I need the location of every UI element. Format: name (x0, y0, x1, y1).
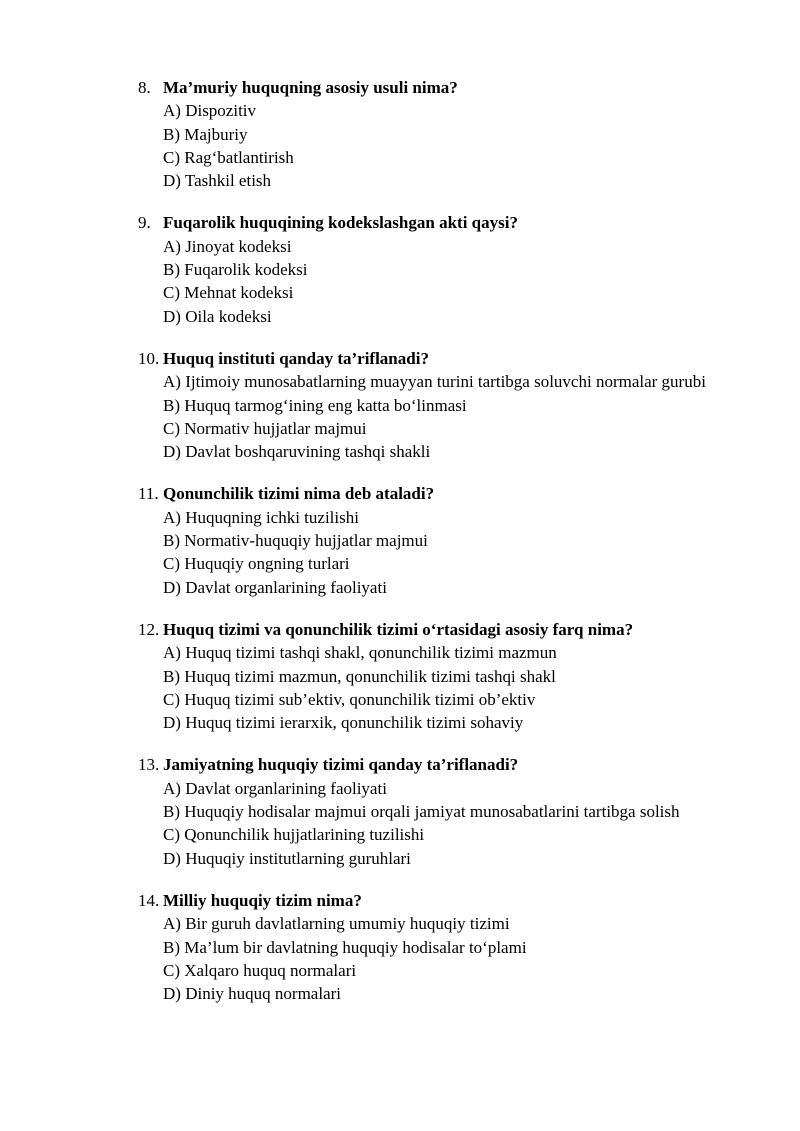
answer-options (138, 99, 738, 192)
answer-options (138, 641, 738, 734)
question-number: 14. (138, 890, 160, 910)
answer-option: B) Majburiy (163, 124, 248, 144)
question-list (138, 76, 738, 1024)
question-number: 12. (138, 619, 160, 639)
answer-option: A) Jinoyat kodeksi (163, 236, 292, 256)
question-number: 8. (138, 78, 151, 97)
answer-option: D) Diniy huquq normalari (163, 984, 341, 1004)
question-number: 13. (138, 755, 160, 775)
answer-options (138, 370, 738, 463)
question-block (138, 211, 738, 327)
answer-option: C) Rag‘batlantirish (163, 147, 294, 167)
answer-option: C) Huquqiy ongning turlari (163, 554, 350, 574)
answer-option: D) Huquq tizimi ierarxik, qonunchilik tizimi sohaviy (163, 713, 524, 733)
question-text: Fuqarolik huquqining kodekslashgan akti qaysi? (163, 213, 518, 233)
question-text: Ma’muriy huquqning asosiy usuli nima? (163, 78, 458, 97)
question-text: Huquq tizimi va qonunchilik tizimi o‘rtasidagi asosiy farq nima? (163, 619, 634, 639)
question-text: Milliy huquqiy tizim nima? (163, 890, 362, 910)
answer-option: C) Qonunchilik hujjatlarining tuzilishi (163, 825, 425, 845)
question-number: 10. (138, 348, 160, 368)
answer-option: D) Davlat boshqaruvining tashqi shakli (163, 442, 431, 462)
question-heading (138, 482, 738, 505)
question-block (138, 482, 738, 598)
answer-option: C) Mehnat kodeksi (163, 283, 294, 303)
answer-option: B) Huquq tizimi mazmun, qonunchilik tizimi tashqi shakl (163, 666, 556, 686)
question-block (138, 618, 738, 734)
answer-options (138, 235, 738, 328)
question-heading (138, 753, 738, 776)
question-heading (138, 211, 738, 234)
answer-option: D) Oila kodeksi (163, 306, 272, 326)
question-heading (138, 347, 738, 370)
answer-options (138, 912, 738, 1005)
answer-option: A) Ijtimoiy munosabatlarning muayyan turini tartibga soluvchi normalar gurubi (163, 372, 706, 392)
answer-option: C) Normativ hujjatlar majmui (163, 418, 367, 438)
question-heading (138, 889, 738, 912)
question-block (138, 347, 738, 463)
answer-option: C) Huquq tizimi sub’ektiv, qonunchilik tizimi ob’ektiv (163, 689, 536, 709)
answer-option: A) Huquqning ichki tuzilishi (163, 507, 359, 527)
answer-option: B) Normativ-huquqiy hujjatlar majmui (163, 531, 428, 551)
answer-options (138, 777, 738, 870)
answer-option: C) Xalqaro huquq normalari (163, 960, 357, 980)
answer-option: B) Huquqiy hodisalar majmui orqali jamiyat munosabatlarini tartibga solish (163, 802, 680, 822)
question-text: Huquq instituti qanday ta’riflanadi? (163, 348, 429, 368)
answer-options (138, 506, 738, 599)
answer-option: A) Davlat organlarining faoliyati (163, 778, 387, 798)
question-block (138, 889, 738, 1005)
answer-option: A) Dispozitiv (163, 101, 257, 121)
answer-option: D) Davlat organlarining faoliyati (163, 577, 387, 597)
question-text: Qonunchilik tizimi nima deb ataladi? (163, 484, 435, 504)
answer-option: A) Huquq tizimi tashqi shakl, qonunchilik tizimi mazmun (163, 643, 557, 663)
question-number: 11. (138, 484, 159, 504)
question-block (138, 753, 738, 869)
question-text: Jamiyatning huquqiy tizimi qanday ta’riflanadi? (163, 755, 519, 775)
question-block (138, 76, 738, 192)
answer-option: D) Tashkil etish (163, 171, 272, 191)
answer-option: A) Bir guruh davlatlarning umumiy huquqiy tizimi (163, 914, 510, 934)
answer-option: D) Huquqiy institutlarning guruhlari (163, 848, 411, 868)
answer-option: B) Fuqarolik kodeksi (163, 260, 308, 280)
question-number: 9. (138, 213, 151, 233)
question-heading (138, 76, 738, 99)
question-heading (138, 618, 738, 641)
answer-option: B) Ma’lum bir davlatning huquqiy hodisalar to‘plami (163, 937, 527, 957)
answer-option: B) Huquq tarmog‘ining eng katta bo‘linmasi (163, 395, 467, 415)
